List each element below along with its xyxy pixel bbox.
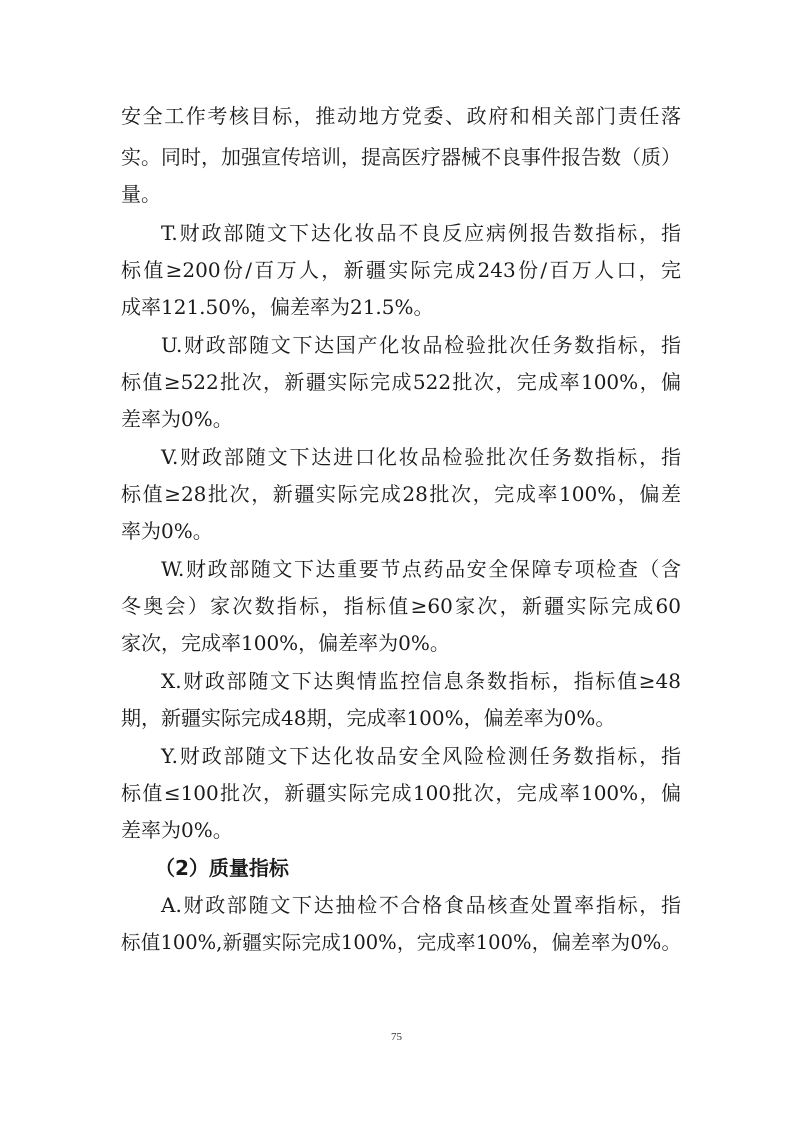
paragraph-line: 量。 xyxy=(121,182,161,206)
paragraph-line: V.财政部随文下达进口化妆品检验批次任务数指标，指 xyxy=(161,445,681,469)
paragraph-line: 标值≤100批次，新疆实际完成100批次，完成率100%，偏 xyxy=(121,781,681,805)
paragraph-line: 成率121.50%，偏差率为21.5%。 xyxy=(121,295,434,319)
paragraph-line: 冬奥会）家次数指标，指标值≥60家次，新疆实际完成60 xyxy=(121,594,681,618)
paragraph-line: 期，新疆实际完成48期，完成率100%，偏差率为0%。 xyxy=(121,706,616,730)
paragraph-line: W.财政部随文下达重要节点药品安全保障专项检查（含 xyxy=(161,557,681,581)
paragraph-line: 标值≥200份/百万人，新疆实际完成243份/百万人口，完 xyxy=(121,258,681,282)
paragraph-line: 标值≥522批次，新疆实际完成522批次，完成率100%，偏 xyxy=(121,370,681,394)
paragraph-line: 差率为0%。 xyxy=(121,407,233,431)
paragraph-line: A.财政部随文下达抽检不合格食品核查处置率指标，指 xyxy=(161,893,681,917)
paragraph-line: 家次，完成率100%，偏差率为0%。 xyxy=(121,631,450,655)
paragraph-line: 标值≥28批次，新疆实际完成28批次，完成率100%，偏差 xyxy=(121,482,681,506)
paragraph-line: X.财政部随文下达舆情监控信息条数指标，指标值≥48 xyxy=(161,669,681,693)
paragraph-line: 率为0%。 xyxy=(121,519,213,543)
paragraph-line: 差率为0%。 xyxy=(121,818,233,842)
paragraph-line: 安全工作考核目标，推动地方党委、政府和相关部门责任落 xyxy=(121,104,681,128)
paragraph-line: T.财政部随文下达化妆品不良反应病例报告数指标，指 xyxy=(161,221,681,245)
paragraph-line: U.财政部随文下达国产化妆品检验批次任务数指标，指 xyxy=(161,333,681,357)
paragraph-line: 标值100%,新疆实际完成100%，完成率100%，偏差率为0%。 xyxy=(121,931,681,954)
paragraph-line: 实。同时，加强宣传培训，提高医疗器械不良事件报告数（质） xyxy=(121,145,681,169)
section-heading: （2）质量指标 xyxy=(155,856,289,880)
paragraph-line: Y.财政部随文下达化妆品安全风险检测任务数指标，指 xyxy=(161,744,681,768)
page-number: 75 xyxy=(391,1031,402,1043)
